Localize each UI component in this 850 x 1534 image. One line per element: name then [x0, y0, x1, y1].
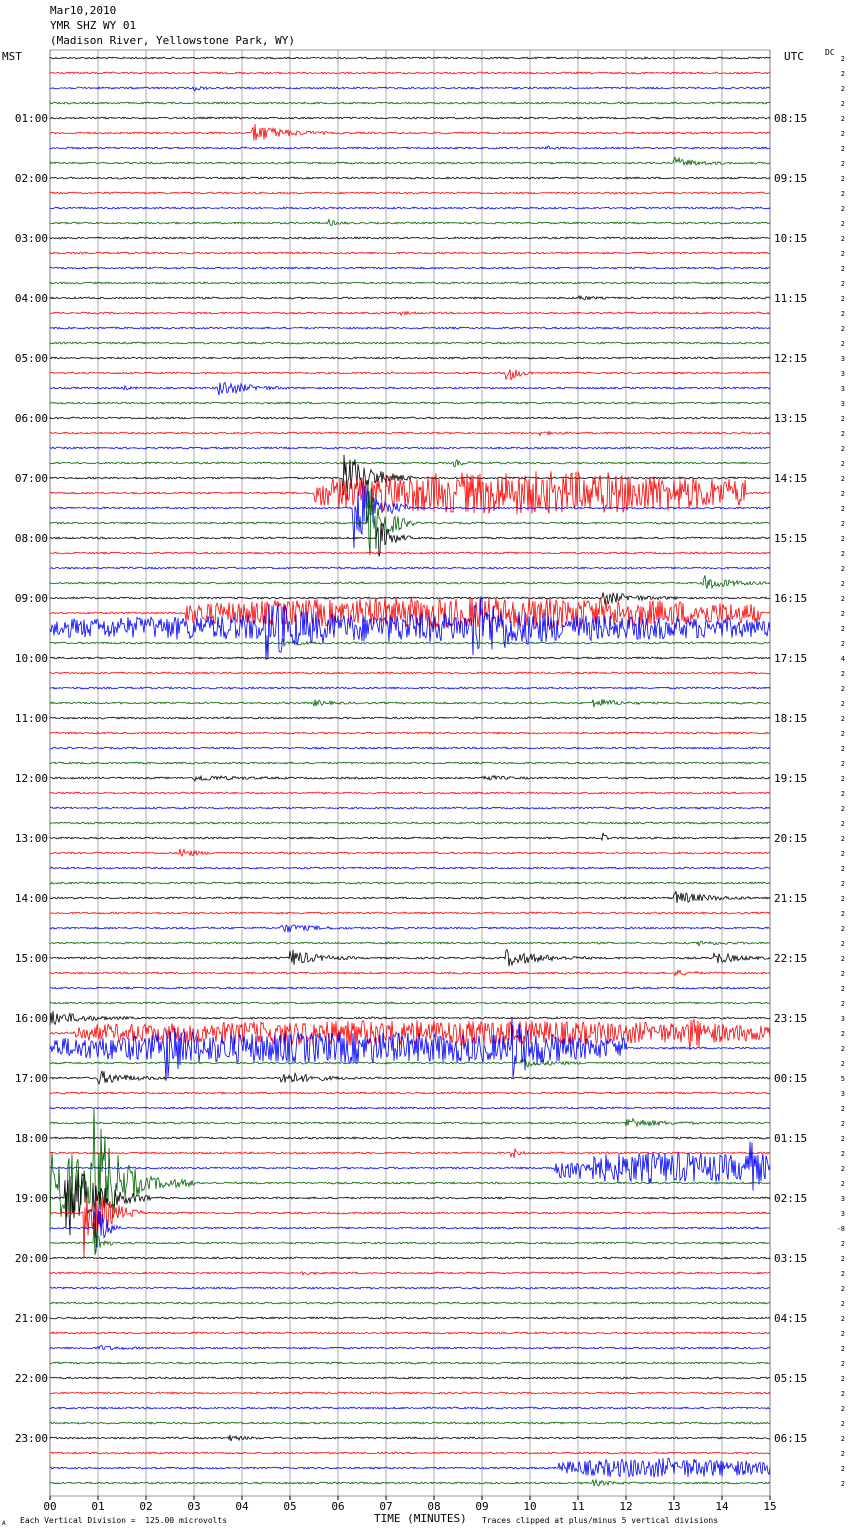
trace-54: [50, 867, 770, 869]
mst-hour-label: 13:00: [14, 832, 48, 845]
mst-label: MST: [2, 50, 22, 63]
dc-value: 2: [840, 1255, 845, 1263]
dc-value: 2: [840, 820, 845, 828]
dc-value: 2: [840, 505, 845, 513]
trace-94: [50, 1458, 770, 1477]
mst-hour-label: 09:00: [14, 592, 48, 605]
trace-8: [50, 177, 770, 179]
trace-16: [50, 296, 770, 300]
dc-value: 2: [840, 70, 845, 78]
utc-hour-label: 06:15: [774, 1432, 808, 1445]
trace-26: [50, 447, 770, 449]
x-tick-label: 12: [619, 1500, 633, 1513]
trace-41: [50, 672, 770, 674]
dc-value: 2: [840, 580, 845, 588]
x-tick-label: 03: [187, 1500, 201, 1513]
trace-15: [50, 282, 770, 284]
trace-49: [50, 792, 770, 794]
trace-92: [50, 1435, 770, 1441]
trace-84: [50, 1317, 770, 1319]
trace-39: [50, 640, 770, 646]
x-tick-label: 07: [379, 1500, 393, 1513]
station-location: (Madison River, Yellowstone Park, WY): [50, 34, 296, 47]
trace-59: [50, 941, 770, 946]
dc-value: -8: [836, 1225, 845, 1233]
dc-value: 2: [840, 550, 845, 558]
trace-67: [50, 1059, 770, 1067]
utc-hour-label: 03:15: [774, 1252, 808, 1265]
trace-42: [50, 687, 770, 689]
dc-value: 2: [840, 520, 845, 528]
utc-label: UTC: [784, 50, 804, 63]
mst-hour-label: 11:00: [14, 712, 48, 725]
dc-value: 2: [840, 1060, 845, 1068]
dc-value: 2: [840, 1300, 845, 1308]
trace-43: [50, 699, 770, 707]
trace-61: [50, 970, 770, 975]
trace-23: [50, 402, 770, 404]
dc-value: 2: [840, 685, 845, 693]
trace-9: [50, 192, 770, 194]
dc-value: 2: [840, 160, 845, 168]
dc-value: 2: [840, 895, 845, 903]
trace-4: [50, 117, 770, 119]
dc-value: 2: [840, 1240, 845, 1248]
trace-83: [50, 1302, 770, 1304]
mst-hour-label: 15:00: [14, 952, 48, 965]
mst-hour-label: 10:00: [14, 652, 48, 665]
trace-6: [50, 146, 770, 149]
trace-47: [50, 762, 770, 764]
trace-51: [50, 822, 770, 824]
dc-value: 2: [840, 1150, 845, 1158]
dc-value: 2: [840, 625, 845, 633]
dc-value: 2: [840, 430, 845, 438]
dc-value: 2: [840, 55, 845, 63]
trace-64: [50, 1011, 770, 1025]
trace-25: [50, 431, 770, 435]
utc-hour-label: 17:15: [774, 652, 808, 665]
utc-hour-label: 19:15: [774, 772, 808, 785]
trace-21: [50, 369, 770, 379]
x-tick-label: 14: [715, 1500, 729, 1513]
trace-90: [50, 1407, 770, 1409]
dc-value: 2: [840, 445, 845, 453]
scale-note: Each Vertical Division = 125.00 microvolts: [20, 1516, 228, 1525]
dc-value: 2: [840, 610, 845, 618]
dc-value: 2: [840, 460, 845, 468]
mst-hour-label: 22:00: [14, 1372, 48, 1385]
dc-value: 4: [840, 655, 845, 663]
dc-value: 2: [840, 940, 845, 948]
mst-hour-label: 16:00: [14, 1012, 48, 1025]
dc-value: 2: [840, 640, 845, 648]
utc-hour-label: 08:15: [774, 112, 808, 125]
trace-46: [50, 747, 770, 749]
dc-value: 2: [840, 1105, 845, 1113]
trace-77: [50, 1195, 770, 1257]
mst-hour-label: 04:00: [14, 292, 48, 305]
x-tick-label: 15: [763, 1500, 777, 1513]
utc-hour-label: 13:15: [774, 412, 808, 425]
mst-hour-label: 19:00: [14, 1192, 48, 1205]
utc-hour-label: 22:15: [774, 952, 808, 965]
x-tick-label: 10: [523, 1500, 537, 1513]
trace-0: [50, 57, 770, 59]
trace-95: [50, 1480, 770, 1486]
dc-value: 2: [840, 1120, 845, 1128]
dc-value: 2: [840, 1330, 845, 1338]
dc-value: 2: [840, 220, 845, 228]
dc-value: 2: [840, 280, 845, 288]
dc-value: 3: [840, 370, 845, 378]
trace-27: [50, 460, 770, 467]
dc-value: 2: [840, 970, 845, 978]
trace-85: [50, 1332, 770, 1334]
mst-hour-label: 08:00: [14, 532, 48, 545]
trace-76: [50, 1170, 770, 1236]
mst-hour-label: 14:00: [14, 892, 48, 905]
trace-58: [50, 925, 770, 932]
trace-88: [50, 1377, 770, 1379]
trace-34: [50, 567, 770, 569]
utc-hour-label: 00:15: [774, 1072, 808, 1085]
trace-24: [50, 417, 770, 419]
trace-52: [50, 833, 770, 840]
utc-hour-label: 20:15: [774, 832, 808, 845]
dc-value: 2: [840, 730, 845, 738]
utc-hour-label: 12:15: [774, 352, 808, 365]
dc-value: 2: [840, 1135, 845, 1143]
dc-value: 2: [840, 415, 845, 423]
mst-hour-label: 12:00: [14, 772, 48, 785]
trace-44: [50, 717, 770, 719]
mst-hour-label: 07:00: [14, 472, 48, 485]
x-tick-label: 05: [283, 1500, 297, 1513]
trace-1: [50, 72, 770, 74]
trace-89: [50, 1392, 770, 1394]
trace-68: [50, 1071, 770, 1084]
mst-hour-label: 23:00: [14, 1432, 48, 1445]
trace-32: [50, 523, 770, 556]
x-tick-label: 11: [571, 1500, 585, 1513]
dc-value: 2: [840, 1345, 845, 1353]
dc-value: 2: [840, 670, 845, 678]
trace-91: [50, 1422, 770, 1424]
utc-hour-label: 10:15: [774, 232, 808, 245]
dc-value: 3: [840, 400, 845, 408]
dc-value: 2: [840, 190, 845, 198]
trace-70: [50, 1107, 770, 1109]
dc-value: 2: [840, 880, 845, 888]
dc-value: 2: [840, 235, 845, 243]
dc-value: 3: [840, 385, 845, 393]
dc-value: 2: [840, 700, 845, 708]
trace-11: [50, 220, 770, 226]
trace-12: [50, 237, 770, 239]
utc-hour-label: 15:15: [774, 532, 808, 545]
dc-value: 2: [840, 955, 845, 963]
dc-value: 2: [840, 1180, 845, 1188]
dc-value: 2: [840, 205, 845, 213]
dc-value: 2: [840, 1465, 845, 1473]
dc-value: 2: [840, 85, 845, 93]
dc-value: 2: [840, 1165, 845, 1173]
corner-mark: A: [2, 1520, 6, 1527]
dc-value: 2: [840, 250, 845, 258]
record-date: Mar10,2010: [50, 4, 117, 17]
trace-18: [50, 327, 770, 329]
trace-86: [50, 1346, 770, 1350]
dc-value: 2: [840, 295, 845, 303]
dc-value: 2: [840, 115, 845, 123]
utc-hour-label: 04:15: [774, 1312, 808, 1325]
dc-value: 2: [840, 1000, 845, 1008]
trace-57: [50, 912, 770, 914]
dc-value: 2: [840, 1030, 845, 1038]
trace-62: [50, 987, 770, 989]
utc-hour-label: 18:15: [774, 712, 808, 725]
utc-hour-label: 16:15: [774, 592, 808, 605]
trace-14: [50, 267, 770, 269]
station-code: YMR SHZ WY 01: [50, 19, 137, 32]
dc-value: 2: [840, 835, 845, 843]
trace-71: [50, 1119, 770, 1127]
utc-hour-label: 05:15: [774, 1372, 808, 1385]
x-tick-label: 02: [139, 1500, 153, 1513]
dc-value: 2: [840, 1420, 845, 1428]
trace-3: [50, 102, 770, 104]
trace-80: [50, 1257, 770, 1259]
utc-hour-label: 09:15: [774, 172, 808, 185]
x-tick-label: 00: [43, 1500, 57, 1513]
dc-value: 2: [840, 925, 845, 933]
trace-72: [50, 1137, 770, 1139]
dc-value: 2: [840, 565, 845, 573]
clip-note: Traces clipped at plus/minus 5 vertical divisions: [482, 1516, 719, 1525]
dc-value: 2: [840, 1285, 845, 1293]
x-tick-label: 09: [475, 1500, 489, 1513]
trace-45: [50, 732, 770, 734]
trace-60: [50, 950, 770, 967]
dc-value: 5: [840, 1075, 845, 1083]
dc-value: 3: [840, 1015, 845, 1023]
dc-value: 3: [840, 1090, 845, 1098]
mst-hour-label: 02:00: [14, 172, 48, 185]
trace-93: [50, 1452, 770, 1454]
dc-value: 2: [840, 850, 845, 858]
trace-31: [50, 481, 770, 556]
dc-value: 2: [840, 745, 845, 753]
dc-value: 2: [840, 475, 845, 483]
dc-value: 2: [840, 865, 845, 873]
dc-value: 2: [840, 1480, 845, 1488]
utc-hour-label: 01:15: [774, 1132, 808, 1145]
plot-frame: [50, 50, 770, 1496]
trace-2: [50, 87, 770, 91]
trace-20: [50, 357, 770, 359]
x-tick-label: 04: [235, 1500, 249, 1513]
x-tick-label: 13: [667, 1500, 681, 1513]
x-tick-label: 06: [331, 1500, 345, 1513]
trace-48: [50, 776, 770, 781]
dc-value: 2: [840, 175, 845, 183]
dc-value: 2: [840, 790, 845, 798]
dc-value: 2: [840, 1390, 845, 1398]
dc-value: 2: [840, 325, 845, 333]
dc-value: 2: [840, 1375, 845, 1383]
trace-81: [50, 1272, 770, 1275]
trace-7: [50, 157, 770, 165]
dc-value: 2: [840, 490, 845, 498]
dc-value: 2: [840, 1450, 845, 1458]
utc-hour-label: 02:15: [774, 1192, 808, 1205]
dc-value: 2: [840, 535, 845, 543]
utc-hour-label: 23:15: [774, 1012, 808, 1025]
dc-value: 2: [840, 145, 845, 153]
minute-gridlines: [50, 50, 770, 1496]
dc-value: 2: [840, 265, 845, 273]
dc-value: 2: [840, 1405, 845, 1413]
dc-value: 2: [840, 340, 845, 348]
dc-value: 2: [840, 130, 845, 138]
dc-value: 2: [840, 1045, 845, 1053]
trace-63: [50, 1002, 770, 1004]
utc-hour-label: 21:15: [774, 892, 808, 905]
trace-17: [50, 312, 770, 316]
dc-value: 2: [840, 760, 845, 768]
dc-value: 3: [840, 1210, 845, 1218]
mst-hour-label: 17:00: [14, 1072, 48, 1085]
trace-13: [50, 252, 770, 254]
trace-50: [50, 807, 770, 809]
trace-33: [50, 552, 770, 554]
trace-87: [50, 1362, 770, 1364]
x-axis: [43, 1496, 776, 1513]
trace-10: [50, 207, 770, 209]
dc-value: 2: [840, 910, 845, 918]
dc-value: 3: [840, 1195, 845, 1203]
dc-value: 2: [840, 805, 845, 813]
trace-82: [50, 1287, 770, 1289]
mst-hour-label: 06:00: [14, 412, 48, 425]
dc-value: 2: [840, 715, 845, 723]
trace-75: [50, 1108, 770, 1253]
trace-28: [50, 455, 770, 499]
dc-column: [837, 55, 845, 1488]
mst-hour-label: 01:00: [14, 112, 48, 125]
dc-value: 3: [840, 355, 845, 363]
mst-hour-label: 20:00: [14, 1252, 48, 1265]
dc-value: 2: [840, 985, 845, 993]
utc-hour-label: 14:15: [774, 472, 808, 485]
mst-hour-label: 05:00: [14, 352, 48, 365]
dc-value: 2: [840, 1435, 845, 1443]
trace-56: [50, 891, 770, 903]
trace-22: [50, 383, 770, 396]
x-tick-label: 01: [91, 1500, 105, 1513]
utc-hour-label: 11:15: [774, 292, 808, 305]
trace-69: [50, 1092, 770, 1094]
trace-35: [50, 575, 770, 588]
trace-19: [50, 342, 770, 344]
dc-value: 2: [840, 1360, 845, 1368]
dc-value: 2: [840, 1270, 845, 1278]
trace-78: [50, 1206, 770, 1248]
mst-hour-label: 21:00: [14, 1312, 48, 1325]
trace-group: [50, 57, 770, 1486]
mst-hour-label: 03:00: [14, 232, 48, 245]
dc-value: 2: [840, 775, 845, 783]
dc-value: 2: [840, 100, 845, 108]
dc-value: 2: [840, 1315, 845, 1323]
trace-5: [50, 124, 770, 140]
dc-value: 2: [840, 310, 845, 318]
dc-value: 2: [840, 595, 845, 603]
trace-40: [50, 657, 770, 659]
dc-header: DC: [825, 48, 835, 57]
mst-hour-label: 18:00: [14, 1132, 48, 1145]
trace-55: [50, 882, 770, 884]
trace-53: [50, 849, 770, 856]
trace-66: [50, 1017, 770, 1081]
x-axis-title: TIME (MINUTES): [374, 1512, 467, 1525]
x-tick-label: 08: [427, 1500, 441, 1513]
